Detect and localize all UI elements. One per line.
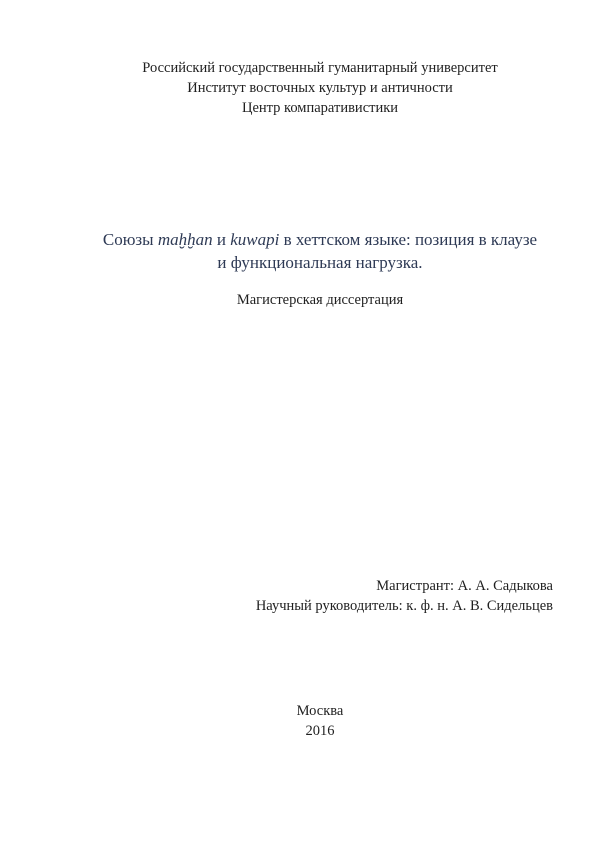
supervisor-line: Научный руководитель: к. ф. н. А. В. Сидельцев (255, 598, 553, 614)
institution-header (0, 58, 595, 118)
thesis-title (0, 228, 595, 274)
title-prefix: Союзы (102, 230, 158, 249)
title-term-mahhan: maḫḫan (157, 230, 213, 249)
year: 2016 (305, 723, 335, 739)
title-term-kuwapi: kuwapi (230, 230, 280, 249)
place-year-block (0, 701, 595, 741)
authors-block (256, 576, 553, 616)
title-connector: и (212, 230, 231, 249)
work-type: Магистерская диссертация (236, 292, 404, 308)
student-line: Магистрант: А. А. Садыкова (376, 578, 553, 594)
thesis-title-line-1 (0, 228, 595, 251)
institute-name: Институт восточных культур и античности (187, 80, 453, 96)
center-name: Центр компаративистики (241, 100, 399, 116)
university-name: Российский государственный гуманитарный университет (142, 60, 498, 76)
title-rest: в хеттском языке: позиция в клаузе (279, 230, 538, 249)
thesis-title-line-2: и функциональная нагрузка. (217, 253, 423, 272)
place: Москва (296, 703, 344, 719)
